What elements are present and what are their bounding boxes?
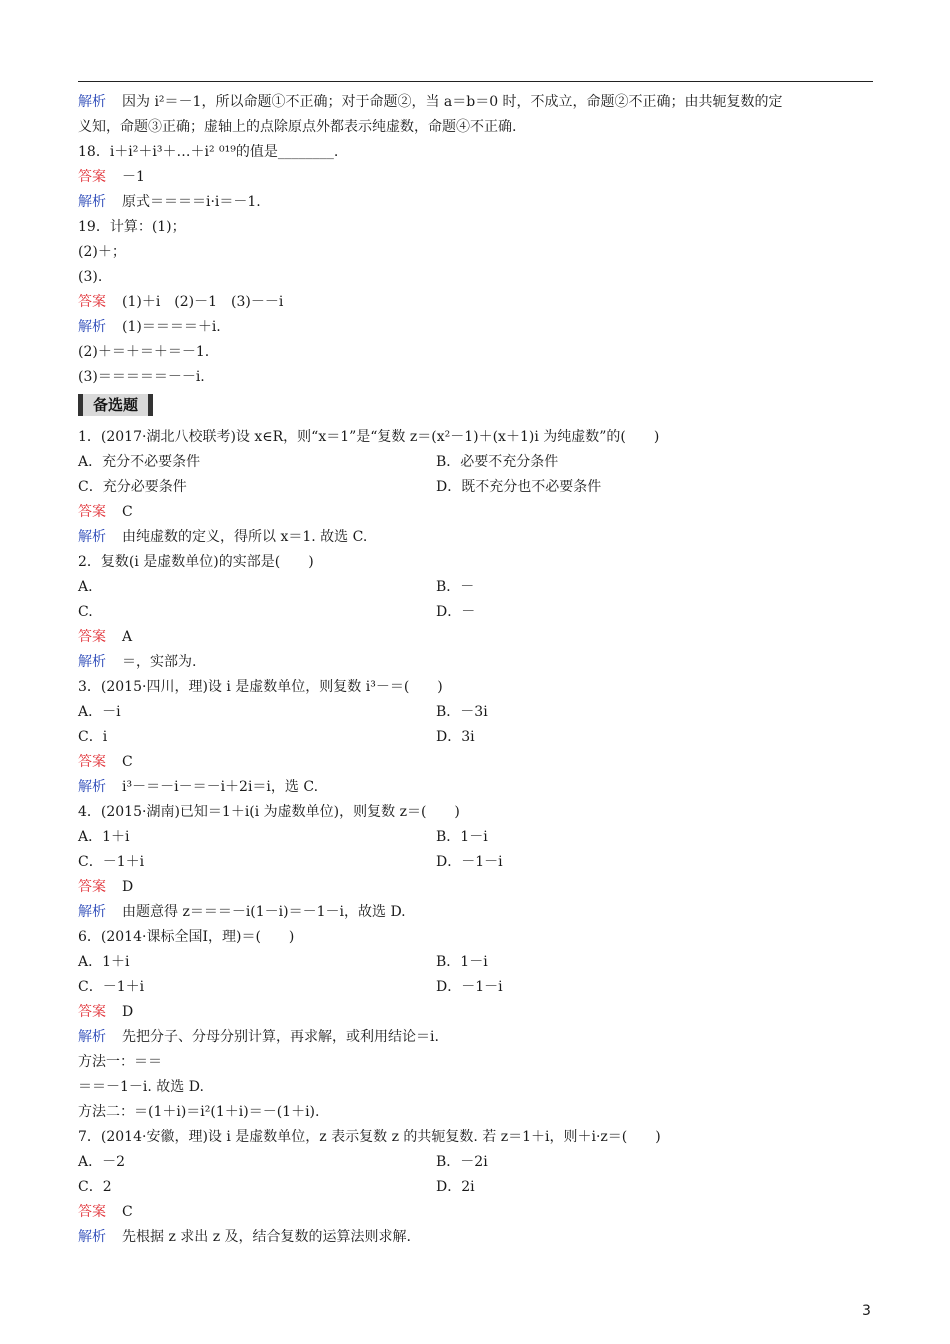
line-text: ＝＝－1－i. 故选 D.	[78, 1079, 204, 1095]
solution-label: 解析	[78, 1029, 106, 1045]
option-right: B．－3i	[436, 704, 488, 720]
answer-label: 答案	[78, 754, 106, 770]
option-row	[78, 475, 878, 500]
line-text: 3．(2015·四川，理)设 i 是虚数单位，则复数 i³－＝( )	[78, 679, 443, 695]
line-text: 2．复数(i 是虚数单位)的实部是( )	[78, 554, 314, 570]
section-header	[78, 394, 878, 418]
document-body	[78, 90, 878, 1250]
option-row	[78, 950, 878, 975]
solution-label: 解析	[78, 1229, 106, 1245]
text-line	[78, 1100, 878, 1125]
option-right: B．－	[436, 579, 475, 595]
answer-line	[78, 875, 878, 900]
line-text: 由题意得 z＝＝＝－i(1－i)＝－1－i，故选 D.	[122, 904, 406, 920]
answer-label: 答案	[78, 294, 106, 310]
answer-label: 答案	[78, 629, 106, 645]
answer-line	[78, 290, 878, 315]
option-right: D．3i	[436, 729, 475, 745]
option-left: A．－i	[78, 704, 121, 720]
option-left: C．i	[78, 729, 108, 745]
option-row	[78, 700, 878, 725]
line-text: (2)＋；	[78, 244, 126, 260]
option-right: B．－2i	[436, 1154, 488, 1170]
option-left: A．1＋i	[78, 954, 130, 970]
line-text: 由纯虚数的定义，得所以 x＝1. 故选 C.	[122, 529, 368, 545]
option-row	[78, 975, 878, 1000]
line-text: 4．(2015·湖南)已知＝1＋i(i 为虚数单位)，则复数 z＝( )	[78, 804, 460, 820]
line-text: 7．(2014·安徽，理)设 i 是虚数单位，z 表示复数 z 的共轭复数. 若 z＝1＋i，则＋i·z＝( )	[78, 1129, 661, 1145]
answer-line	[78, 625, 878, 650]
option-left: A．充分不必要条件	[78, 454, 201, 470]
line-text: 19．计算：(1)；	[78, 219, 186, 235]
line-text: 义知，命题③正确；虚轴上的点除原点外都表示纯虚数，命题④不正确.	[78, 119, 517, 135]
line-text: 1．(2017·湖北八校联考)设 x∈R，则“x＝1”是“复数 z＝(x²－1)＋(x＋1)i 为纯虚数”的( )	[78, 429, 660, 445]
solution-label: 解析	[78, 194, 106, 210]
solution-line	[78, 650, 878, 675]
option-right: B．必要不充分条件	[436, 454, 559, 470]
header-rule	[78, 81, 873, 82]
line-text: D	[122, 1004, 134, 1020]
line-text: 因为 i²＝－1，所以命题①不正确；对于命题②，当 a＝b＝0 时，不成立，命题②不正确；由共轭复数的定	[122, 94, 783, 110]
text-line	[78, 1125, 878, 1150]
text-line	[78, 550, 878, 575]
option-row	[78, 600, 878, 625]
line-text: C	[122, 1204, 133, 1220]
solution-line	[78, 525, 878, 550]
text-line	[78, 240, 878, 265]
answer-label: 答案	[78, 879, 106, 895]
solution-line	[78, 1225, 878, 1250]
answer-label: 答案	[78, 1004, 106, 1020]
line-text: 18．i＋i²＋i³＋…＋i² ⁰¹⁹的值是________.	[78, 144, 339, 160]
option-row	[78, 725, 878, 750]
option-right: B．1－i	[436, 954, 488, 970]
line-text: (1)＝＝＝＝＋i.	[122, 319, 221, 335]
line-text: 原式＝＝＝＝i·i＝－1.	[122, 194, 261, 210]
option-left: A．1＋i	[78, 829, 130, 845]
option-row	[78, 450, 878, 475]
solution-line	[78, 90, 878, 115]
text-line	[78, 365, 878, 390]
option-row	[78, 1175, 878, 1200]
solution-line	[78, 190, 878, 215]
option-row	[78, 575, 878, 600]
text-line	[78, 1050, 878, 1075]
line-text: (3)＝＝＝＝＝－－i.	[78, 369, 205, 385]
text-line	[78, 215, 878, 240]
answer-line	[78, 1200, 878, 1225]
line-text: (3).	[78, 269, 103, 285]
line-text: D	[122, 879, 134, 895]
text-line	[78, 140, 878, 165]
option-left: C.	[78, 604, 93, 620]
answer-line	[78, 750, 878, 775]
line-text: (1)＋i (2)－1 (3)－－i	[122, 294, 284, 310]
line-text: i³－＝－i－＝－i＋2i＝i，选 C.	[122, 779, 319, 795]
line-text: (2)＋＝＋＝＋＝－1.	[78, 344, 210, 360]
section-title: 备选题	[78, 394, 153, 416]
previous-problems	[78, 90, 878, 390]
solution-line	[78, 1025, 878, 1050]
solution-label: 解析	[78, 529, 106, 545]
line-text: －1	[122, 169, 145, 185]
option-left: C．－1＋i	[78, 854, 145, 870]
text-line	[78, 265, 878, 290]
option-right: D．－1－i	[436, 979, 503, 995]
option-left: C．充分必要条件	[78, 479, 187, 495]
option-right: D．－	[436, 604, 476, 620]
answer-line	[78, 500, 878, 525]
option-right: D．－1－i	[436, 854, 503, 870]
answer-line	[78, 165, 878, 190]
solution-label: 解析	[78, 654, 106, 670]
answer-label: 答案	[78, 1204, 106, 1220]
option-row	[78, 825, 878, 850]
option-row	[78, 1150, 878, 1175]
text-line	[78, 675, 878, 700]
line-text: ＝，实部为.	[122, 654, 197, 670]
alternate-problems	[78, 425, 878, 1250]
solution-label: 解析	[78, 94, 106, 110]
solution-line	[78, 775, 878, 800]
text-line	[78, 1075, 878, 1100]
text-line	[78, 425, 878, 450]
option-right: D．既不充分也不必要条件	[436, 479, 602, 495]
solution-label: 解析	[78, 779, 106, 795]
line-text: C	[122, 754, 133, 770]
answer-label: 答案	[78, 504, 106, 520]
option-row	[78, 850, 878, 875]
option-left: A．－2	[78, 1154, 126, 1170]
solution-line	[78, 900, 878, 925]
solution-line	[78, 315, 878, 340]
line-text: C	[122, 504, 133, 520]
line-text: 方法一：＝＝	[78, 1054, 162, 1070]
option-left: A.	[78, 579, 93, 595]
solution-label: 解析	[78, 319, 106, 335]
line-text: 6．(2014·课标全国Ⅰ，理)＝( )	[78, 929, 295, 945]
answer-label: 答案	[78, 169, 106, 185]
line-text: 方法二：＝(1＋i)＝i²(1＋i)＝－(1＋i).	[78, 1104, 320, 1120]
line-text: 先把分子、分母分别计算，再求解，或利用结论＝i.	[122, 1029, 439, 1045]
page-number: 3	[862, 1303, 871, 1319]
answer-line	[78, 1000, 878, 1025]
option-right: D．2i	[436, 1179, 475, 1195]
option-left: C．－1＋i	[78, 979, 145, 995]
option-right: B．1－i	[436, 829, 488, 845]
solution-label: 解析	[78, 904, 106, 920]
option-left: C．2	[78, 1179, 112, 1195]
line-text: 先根据 z 求出 z 及，结合复数的运算法则求解.	[122, 1229, 412, 1245]
text-line	[78, 115, 878, 140]
text-line	[78, 800, 878, 825]
text-line	[78, 925, 878, 950]
text-line	[78, 340, 878, 365]
line-text: A	[122, 629, 133, 645]
